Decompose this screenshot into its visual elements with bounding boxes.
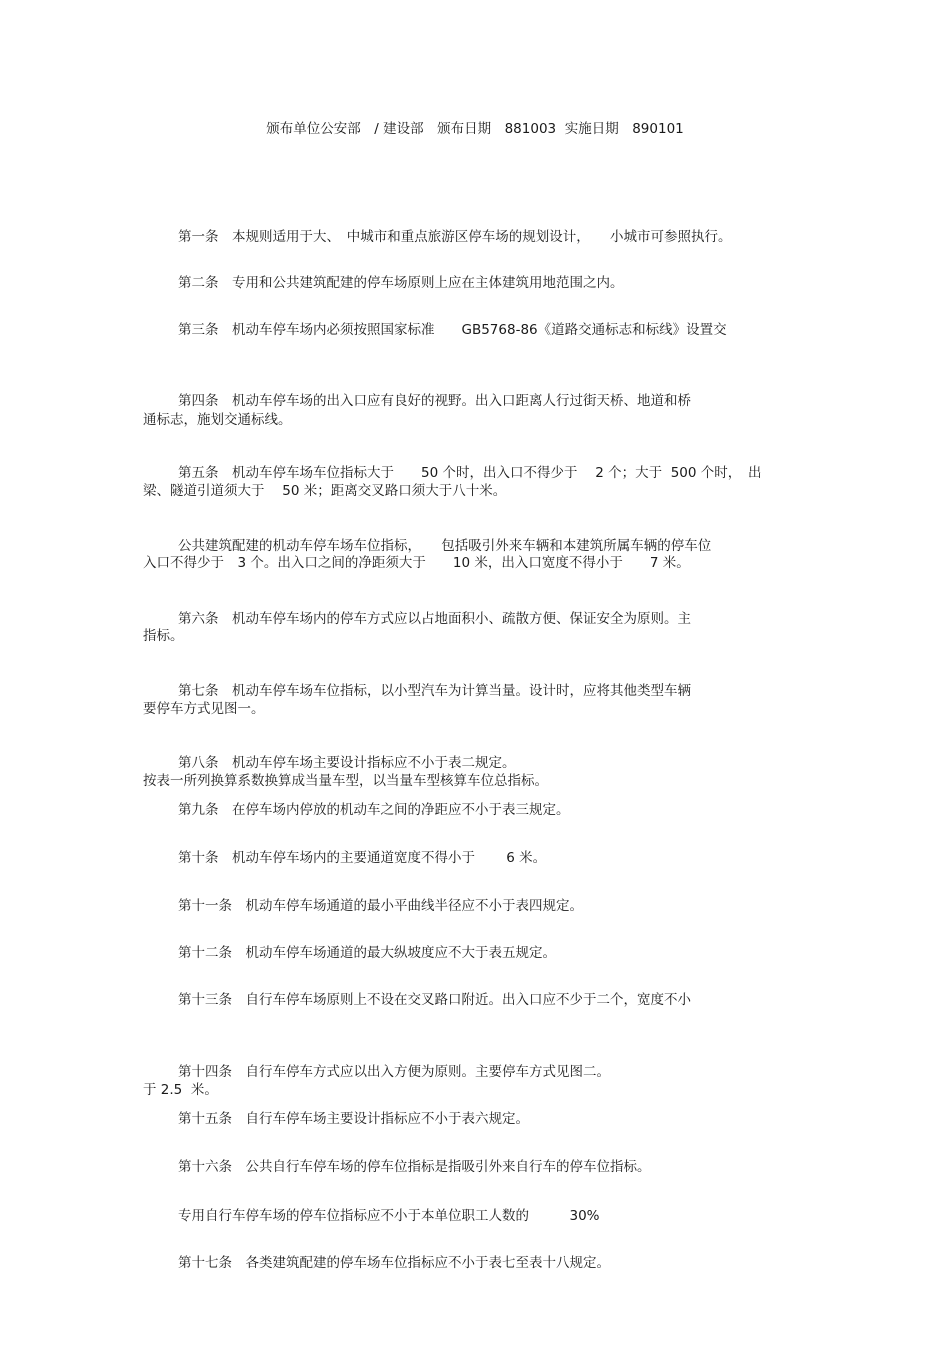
article-line: 第四条 机动车停车场的出入口应有良好的视野。出入口距离人行过街天桥、地道和桥 — [178, 393, 691, 409]
article-line: 第九条 在停车场内停放的机动车之间的净距应不小于表三规定。 — [178, 802, 570, 818]
article-line: 入口不得少于 3 个。出入口之间的净距须大于 10 米，出入口宽度不得小于 7 米。 — [143, 555, 690, 571]
article-line: 第七条 机动车停车场车位指标，以小型汽车为计算当量。设计时，应将其他类型车辆 — [178, 683, 691, 699]
article-line: 指标。 — [143, 628, 184, 644]
article-line: 通标志，施划交通标线。 — [143, 412, 292, 428]
article-line: 第十五条 自行车停车场主要设计指标应不小于表六规定。 — [178, 1111, 529, 1127]
article-line: 梁、隧道引道须大于 50 米；距离交叉路口须大于八十米。 — [143, 483, 507, 499]
article-line: 第十四条 自行车停车方式应以出入方便为原则。主要停车方式见图二。 — [178, 1064, 610, 1080]
article-line: 第十七条 各类建筑配建的停车场车位指标应不小于表七至表十八规定。 — [178, 1255, 610, 1271]
article-line: 专用自行车停车场的停车位指标应不小于本单位职工人数的 30% — [178, 1208, 600, 1224]
article-line: 第一条 本规则适用于大、 中城市和重点旅游区停车场的规划设计， 小城市可参照执行。 — [178, 229, 732, 245]
article-line: 第二条 专用和公共建筑配建的停车场原则上应在主体建筑用地范围之内。 — [178, 275, 624, 291]
article-17 — [143, 1188, 813, 1338]
article-line: 第十条 机动车停车场内的主要通道宽度不得小于 6 米。 — [178, 850, 547, 866]
article-line: 第八条 机动车停车场主要设计指标应不小于表二规定。 — [178, 755, 516, 771]
issuing-info-line: 颁布单位公安部 / 建设部 颁布日期 881003 实施日期 890101 — [266, 121, 684, 137]
article-line: 于 2.5 米。 — [143, 1082, 218, 1098]
article-line: 第十六条 公共自行车停车场的停车位指标是指吸引外来自行车的停车位指标。 — [178, 1159, 651, 1175]
article-line: 公共建筑配建的机动车停车场车位指标， 包括吸引外来车辆和本建筑所属车辆的停车位 — [178, 538, 712, 554]
article-line: 第五条 机动车停车场车位指标大于 50 个时，出入口不得少于 2 个；大于 500 个时， 出 — [178, 465, 762, 481]
article-line: 第十三条 自行车停车场原则上不设在交叉路口附近。出入口应不少于二个，宽度不小 — [178, 992, 691, 1008]
article-line: 按表一所列换算系数换算成当量车型，以当量车型核算车位总指标。 — [143, 773, 548, 789]
article-line: 要停车方式见图一。 — [143, 701, 265, 717]
article-line: 第三条 机动车停车场内必须按照国家标准 GB5768-86《道路交通标志和标线》设置交 — [178, 322, 727, 338]
article-line: 第十二条 机动车停车场通道的最大纵坡度应不大于表五规定。 — [178, 945, 556, 961]
article-line: 第十一条 机动车停车场通道的最小平曲线半径应不小于表四规定。 — [178, 898, 583, 914]
article-line: 第六条 机动车停车场内的停车方式应以占地面积小、疏散方便、保证安全为原则。主 — [178, 611, 691, 627]
